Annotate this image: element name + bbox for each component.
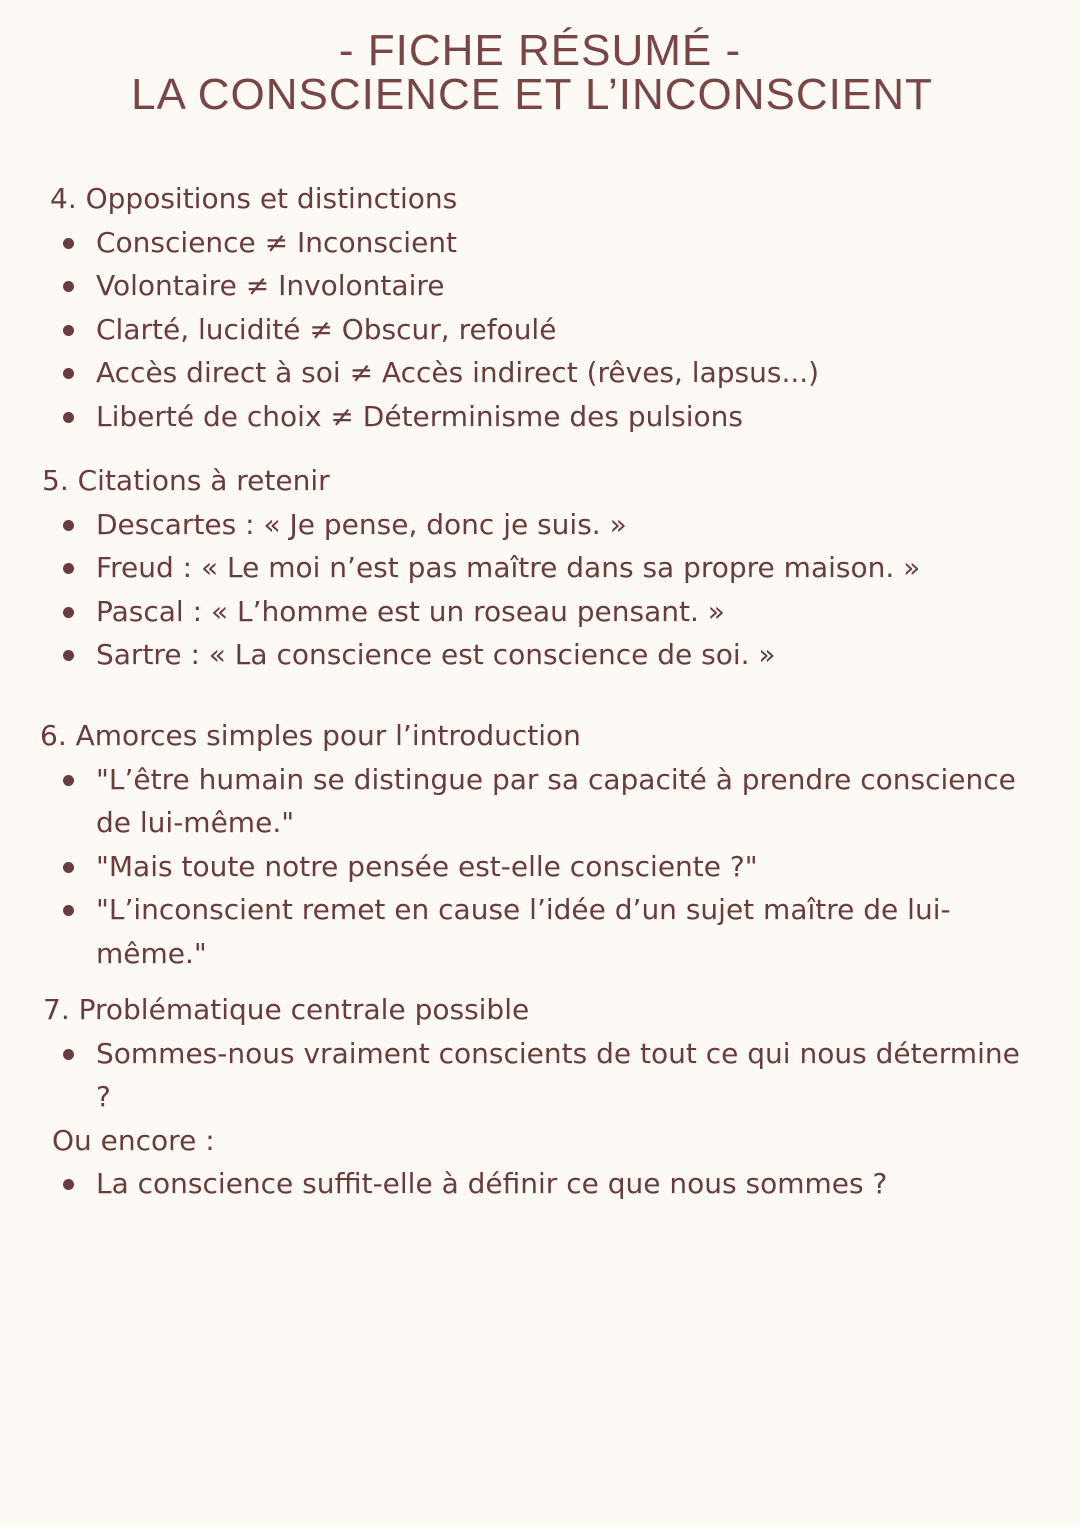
list-item-text: Freud : « Le moi n’est pas maître dans sa propre maison. » [96, 551, 921, 584]
list-item-text: Sommes-nous vraiment conscients de tout ce qui nous détermine ? [96, 1036, 1020, 1113]
section-heading: 6. Amorces simples pour l’introduction [40, 719, 581, 752]
bullet-icon [63, 862, 74, 873]
list-item-text: Pascal : « L’homme est un roseau pensant. » [96, 594, 725, 628]
list-item [0, 503, 1080, 547]
list-item-text: "Mais toute notre pensée est-elle consciente ?" [96, 849, 758, 883]
bullet-icon [63, 281, 74, 292]
list-item-text: Sartre : « La conscience est conscience de soi. » [96, 638, 776, 671]
list-item [0, 546, 1080, 590]
list-item [0, 758, 1080, 845]
section-citations [0, 459, 1080, 677]
bullet-icon [63, 1179, 74, 1190]
title-line-2: LA CONSCIENCE ET L’INCONSCIENT [131, 70, 933, 119]
list-item [0, 264, 1080, 308]
list-item-text: Accès direct à soi ≠ Accès indirect (rêves, lapsus...) [96, 356, 820, 389]
list-item [0, 1032, 1080, 1119]
bullet-list [0, 221, 1080, 439]
section-oppositions [0, 177, 1080, 438]
list-item-text: La conscience suffit-elle à définir ce que nous sommes ? [96, 1167, 888, 1200]
bullet-icon [63, 650, 74, 661]
bullet-icon [63, 325, 74, 336]
bullet-icon [63, 607, 74, 618]
bullet-icon [63, 775, 74, 786]
list-item [0, 1162, 1080, 1206]
list-item-text: Descartes : « Je pense, donc je suis. » [96, 507, 627, 541]
bullet-list [0, 758, 1080, 976]
list-item [0, 845, 1080, 889]
connector-text: Ou encore : [52, 1123, 215, 1157]
bullet-list [0, 1162, 1080, 1206]
list-item [0, 308, 1080, 352]
bullet-icon [63, 905, 74, 916]
list-item-text: "L’être humain se distingue par sa capacité à prendre conscience de lui-même." [96, 762, 1016, 839]
list-item-text: Clarté, lucidité ≠ Obscur, refoulé [96, 312, 557, 346]
list-item-text: Liberté de choix ≠ Déterminisme des pulsions [96, 399, 743, 433]
list-item-text: "L’inconscient remet en cause l’idée d’un sujet maître de lui-même." [96, 893, 951, 970]
bullet-list [0, 503, 1080, 677]
section-problematique [0, 988, 1080, 1206]
list-item-text: Volontaire ≠ Involontaire [96, 269, 445, 302]
list-item [0, 633, 1080, 677]
bullet-list [0, 1032, 1080, 1119]
section-heading: 4. Oppositions et distinctions [50, 182, 458, 215]
list-item [0, 395, 1080, 439]
list-item-text: Conscience ≠ Inconscient [96, 225, 458, 259]
bullet-icon [63, 520, 74, 531]
title-line-1: - FICHE RÉSUMÉ - [338, 26, 742, 75]
section-amorces [0, 714, 1080, 975]
list-item [0, 590, 1080, 634]
section-heading: 7. Problématique centrale possible [43, 993, 530, 1026]
section-heading: 5. Citations à retenir [42, 464, 330, 497]
bullet-icon [63, 563, 74, 574]
bullet-icon [63, 1049, 74, 1060]
bullet-icon [63, 368, 74, 379]
list-item [0, 351, 1080, 395]
bullet-icon [63, 412, 74, 423]
list-item [0, 888, 1080, 975]
bullet-icon [63, 238, 74, 249]
list-item [0, 221, 1080, 265]
